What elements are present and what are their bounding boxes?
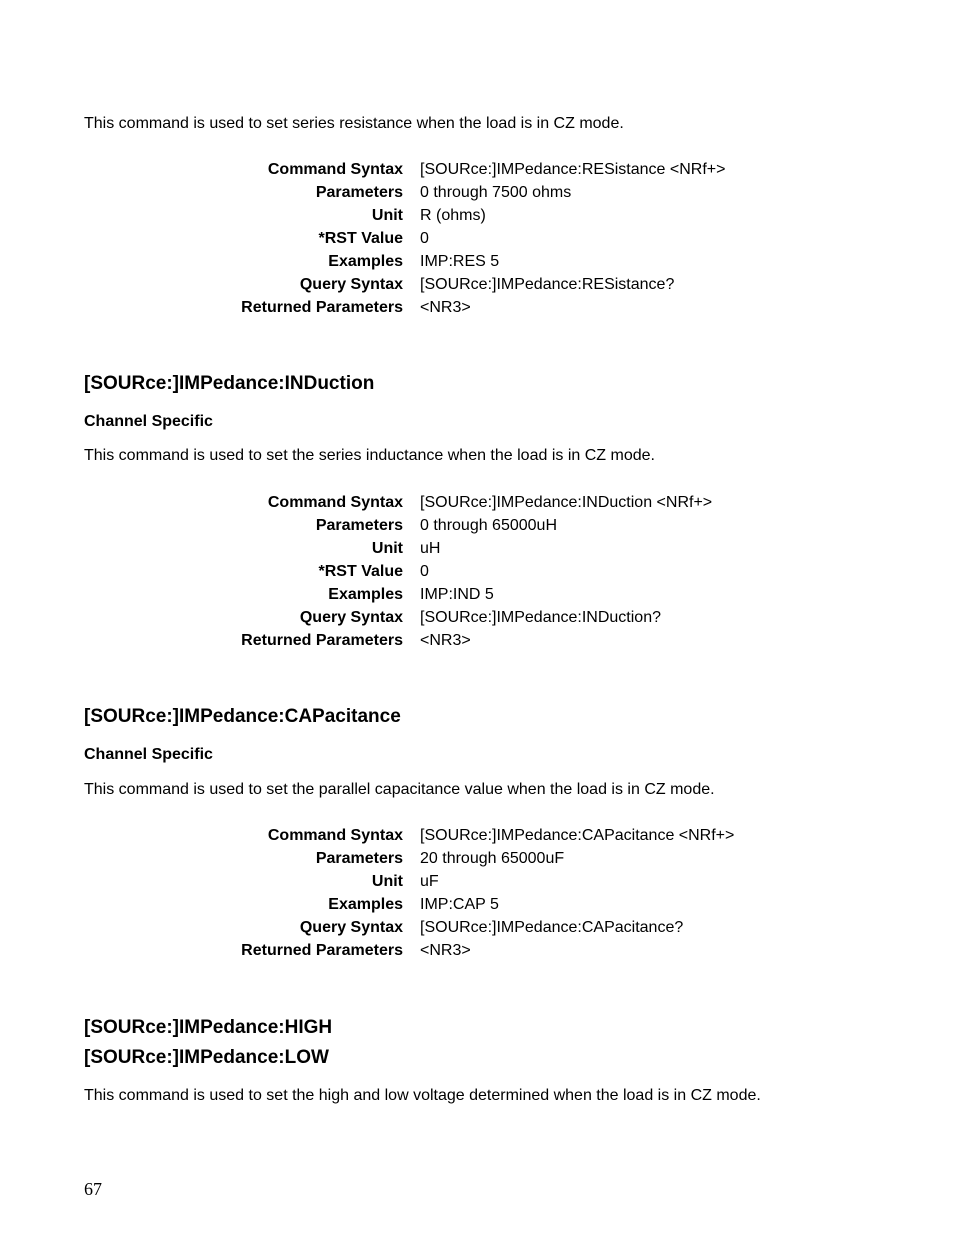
high-low-description: This command is used to set the high and low voltage determined when the load is in CZ mode. <box>84 1087 761 1104</box>
section-heading-low: [SOURce:]IMPedance:LOW <box>84 1047 329 1068</box>
spec-row-returned-parameters <box>0 629 954 652</box>
spec-value: [SOURce:]IMPedance:INDuction? <box>420 609 661 626</box>
spec-row-command-syntax <box>0 491 954 514</box>
spec-row-unit <box>0 537 954 560</box>
spec-value: IMP:CAP 5 <box>420 896 499 913</box>
induction-description: This command is used to set the series inductance when the load is in CZ mode. <box>84 447 655 464</box>
spec-row-unit <box>0 204 954 227</box>
spec-value: [SOURce:]IMPedance:RESistance <NRf+> <box>420 161 726 178</box>
capacitance-spec-table <box>0 824 954 962</box>
spec-value: [SOURce:]IMPedance:CAPacitance? <box>420 919 684 936</box>
spec-label: Command Syntax <box>267 161 403 178</box>
spec-row-command-syntax <box>0 824 954 847</box>
spec-value: IMP:RES 5 <box>420 253 500 270</box>
spec-label: Query Syntax <box>299 919 403 936</box>
subheading-channel-specific: Channel Specific <box>84 413 213 430</box>
spec-value: [SOURce:]IMPedance:RESistance? <box>420 276 675 293</box>
spec-row-parameters <box>0 181 954 204</box>
spec-row-query-syntax <box>0 606 954 629</box>
page-number: 67 <box>84 1179 102 1199</box>
spec-row-returned-parameters <box>0 296 954 319</box>
spec-row-examples <box>0 250 954 273</box>
spec-label: Returned Parameters <box>241 942 403 959</box>
spec-label: Parameters <box>315 850 403 867</box>
spec-row-parameters <box>0 847 954 870</box>
spec-value: 20 through 65000uF <box>420 850 565 867</box>
spec-value: [SOURce:]IMPedance:INDuction <NRf+> <box>420 494 713 511</box>
spec-value: uF <box>420 873 439 890</box>
spec-row-query-syntax <box>0 273 954 296</box>
capacitance-description: This command is used to set the parallel capacitance value when the load is in CZ mode. <box>84 781 715 798</box>
spec-row-rst-value <box>0 560 954 583</box>
resistance-spec-table <box>0 158 954 319</box>
spec-label: Unit <box>371 540 403 557</box>
spec-label: Returned Parameters <box>241 632 403 649</box>
section-heading-high: [SOURce:]IMPedance:HIGH <box>84 1017 333 1038</box>
spec-label: Examples <box>328 896 403 913</box>
spec-label: *RST Value <box>318 230 403 247</box>
spec-row-command-syntax <box>0 158 954 181</box>
spec-label: Unit <box>371 207 403 224</box>
spec-value: 0 <box>420 230 429 247</box>
spec-value: [SOURce:]IMPedance:CAPacitance <NRf+> <box>420 827 735 844</box>
spec-row-unit <box>0 870 954 893</box>
spec-row-parameters <box>0 514 954 537</box>
spec-label: Examples <box>328 253 403 270</box>
spec-row-examples <box>0 893 954 916</box>
spec-label: Query Syntax <box>299 609 403 626</box>
section-heading-induction: [SOURce:]IMPedance:INDuction <box>84 373 375 394</box>
spec-label: Command Syntax <box>267 827 403 844</box>
spec-label: Command Syntax <box>267 494 403 511</box>
spec-value: <NR3> <box>420 299 471 316</box>
spec-label: Parameters <box>315 517 403 534</box>
spec-label: Unit <box>371 873 403 890</box>
spec-row-query-syntax <box>0 916 954 939</box>
spec-value: uH <box>420 540 441 557</box>
spec-row-rst-value <box>0 227 954 250</box>
induction-spec-table <box>0 491 954 652</box>
spec-value: R (ohms) <box>420 207 486 224</box>
subheading-channel-specific: Channel Specific <box>84 746 213 763</box>
spec-label: *RST Value <box>318 563 403 580</box>
spec-value: <NR3> <box>420 942 471 959</box>
spec-row-examples <box>0 583 954 606</box>
spec-value: 0 <box>420 563 429 580</box>
spec-row-returned-parameters <box>0 939 954 962</box>
section-heading-capacitance: [SOURce:]IMPedance:CAPacitance <box>84 706 401 727</box>
intro-paragraph: This command is used to set series resistance when the load is in CZ mode. <box>84 115 624 132</box>
spec-value: <NR3> <box>420 632 471 649</box>
spec-label: Examples <box>328 586 403 603</box>
spec-value: IMP:IND 5 <box>420 586 494 603</box>
spec-value: 0 through 7500 ohms <box>420 184 572 201</box>
spec-label: Returned Parameters <box>241 299 403 316</box>
spec-label: Query Syntax <box>299 276 403 293</box>
spec-label: Parameters <box>315 184 403 201</box>
spec-value: 0 through 65000uH <box>420 517 557 534</box>
